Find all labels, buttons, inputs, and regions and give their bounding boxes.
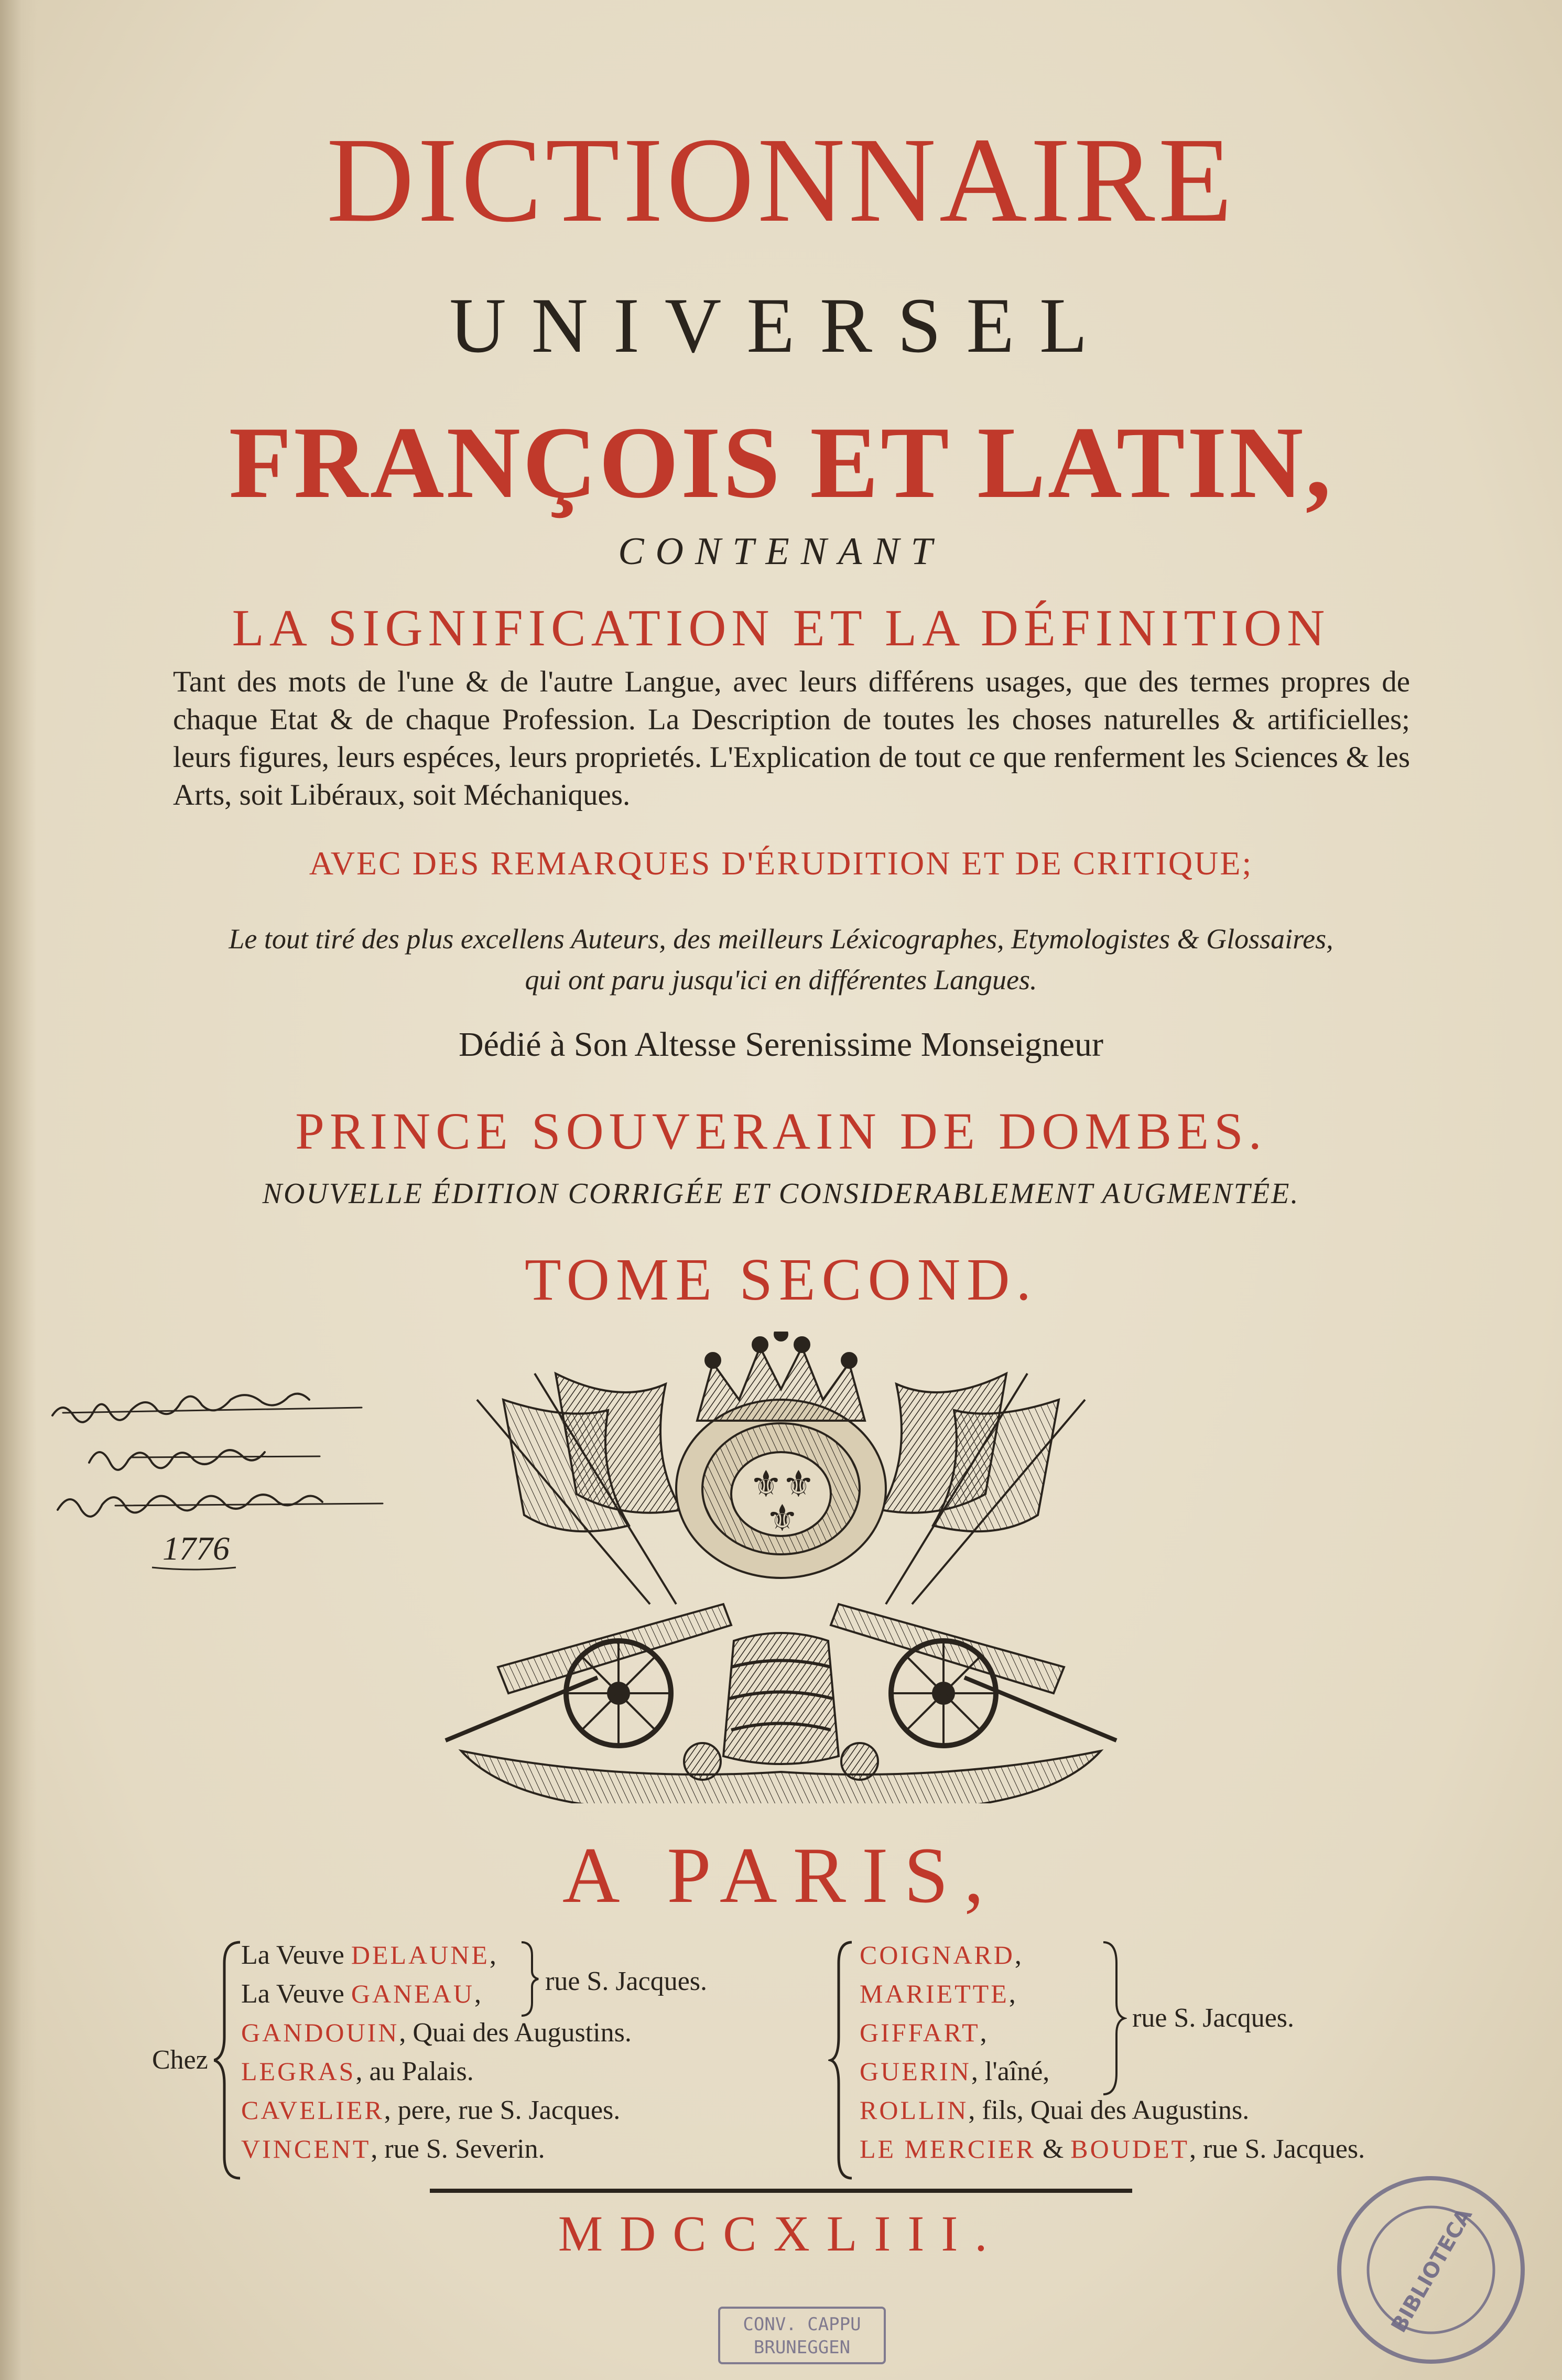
title-signification: LA SIGNIFICATION ET LA DÉFINITION (232, 599, 1330, 657)
right-outer-brace (828, 1940, 854, 2181)
imprint-right-row-4: GUERIN, l'aîné, (860, 2057, 1050, 2086)
svg-text:⚜: ⚜ (750, 1463, 783, 1506)
title-francois-et-latin: FRANÇOIS ET LATIN, (229, 406, 1333, 520)
printer-name: GIFFART (860, 2018, 980, 2047)
handwritten-inscription (47, 1384, 446, 1604)
prince-line: PRINCE SOUVERAIN DE DOMBES. (295, 1102, 1267, 1160)
title-contenant: CONTENANT (618, 530, 944, 573)
title-universel: UNIVERSEL (449, 282, 1113, 369)
imprint-left-row-3: GANDOUIN, Quai des Augustins. (241, 2018, 632, 2048)
printer-name: DELAUNE (351, 1940, 490, 1970)
imprint-chez: Chez (152, 2045, 208, 2075)
imprint-right-row-6: LE MERCIER & BOUDET, rue S. Jacques. (860, 2134, 1365, 2164)
imprint-place: A PARIS, (562, 1831, 1000, 1919)
imprint-left-row-1: La Veuve DELAUNE, (241, 1940, 496, 1970)
imprint-left-row-2: La Veuve GANEAU, (241, 1979, 481, 2009)
library-stamp-round (1331, 2170, 1531, 2370)
horizontal-rule (430, 2189, 1132, 2193)
printer-name: GANDOUIN (241, 2018, 399, 2047)
printer-name: BOUDET (1070, 2134, 1190, 2163)
imprint-left-row-6: VINCENT, rue S. Severin. (241, 2134, 545, 2164)
imprint-right-row-5: ROLLIN, fils, Quai des Augustins. (860, 2095, 1250, 2125)
remarks-line: AVEC DES REMARQUES D'ÉRUDITION ET DE CRITIQUE; (309, 845, 1253, 882)
title-dictionnaire: DICTIONNAIRE (326, 113, 1236, 247)
svg-text:⚜: ⚜ (782, 1463, 815, 1506)
printer-name: LE MERCIER (860, 2134, 1036, 2163)
printer-name: GANEAU (351, 1979, 474, 2008)
imprint-left-street: rue S. Jacques. (545, 1966, 708, 1996)
printer-name: CAVELIER (241, 2095, 384, 2125)
left-outer-brace (214, 1940, 245, 2181)
imprint-right-row-2: MARIETTE, (860, 1979, 1016, 2009)
dedication-line: Dédié à Son Altesse Serenissime Monseigneur (459, 1025, 1103, 1064)
svg-text:BIBLIOTECA: BIBLIOTECA (1386, 2204, 1477, 2337)
printer-name: COIGNARD (860, 1940, 1015, 1970)
imprint-left-row-4: LEGRAS, au Palais. (241, 2057, 474, 2086)
printer-name: ROLLIN (860, 2095, 969, 2125)
woodcut-vignette (430, 1332, 1132, 1803)
imprint-right-street: rue S. Jacques. (1132, 2003, 1295, 2033)
library-stamp-rectangular: CONV. CAPPU BRUNEGGEN (718, 2307, 886, 2364)
sources-line-2: qui ont paru jusqu'ici en différentes Langues. (525, 964, 1037, 996)
svg-text:⚜: ⚜ (766, 1497, 799, 1540)
publication-year: MDCCXLIII. (558, 2205, 1004, 2262)
imprint-right (860, 1940, 1489, 2181)
imprint-right-row-1: COIGNARD, (860, 1940, 1022, 1970)
edition-line: NOUVELLE ÉDITION CORRIGÉE ET CONSIDERABLEMENT AUGMENTÉE. (262, 1177, 1300, 1210)
printer-name: GUERIN (860, 2057, 971, 2086)
imprint-left-row-5: CAVELIER, pere, rue S. Jacques. (241, 2095, 621, 2125)
handwritten-year: 1776 (162, 1530, 230, 1567)
printer-name: MARIETTE (860, 1979, 1009, 2008)
sources-line-1: Le tout tiré des plus excellens Auteurs, des meilleurs Léxicographes, Etymologistes & Glossaires, (229, 923, 1333, 955)
description-paragraph: Tant des mots de l'une & de l'autre Langue, avec leurs différens usages, que des termes propres de chaque Etat & de chaque Profession. La Description de toutes les choses naturelles & artificielles; leurs figures, leurs espéces, leurs proprietés. L'Explication de tout ce que renferment les Sciences & les Arts, soit Libéraux, soit Méchaniques. (173, 665, 1410, 812)
printer-name: VINCENT (241, 2134, 371, 2163)
left-inner-brace (519, 1940, 540, 2018)
right-inner-brace (1101, 1940, 1127, 2097)
volume-line: TOME SECOND. (525, 1246, 1037, 1313)
imprint-right-row-3: GIFFART, (860, 2018, 987, 2048)
printer-name: LEGRAS (241, 2057, 356, 2086)
